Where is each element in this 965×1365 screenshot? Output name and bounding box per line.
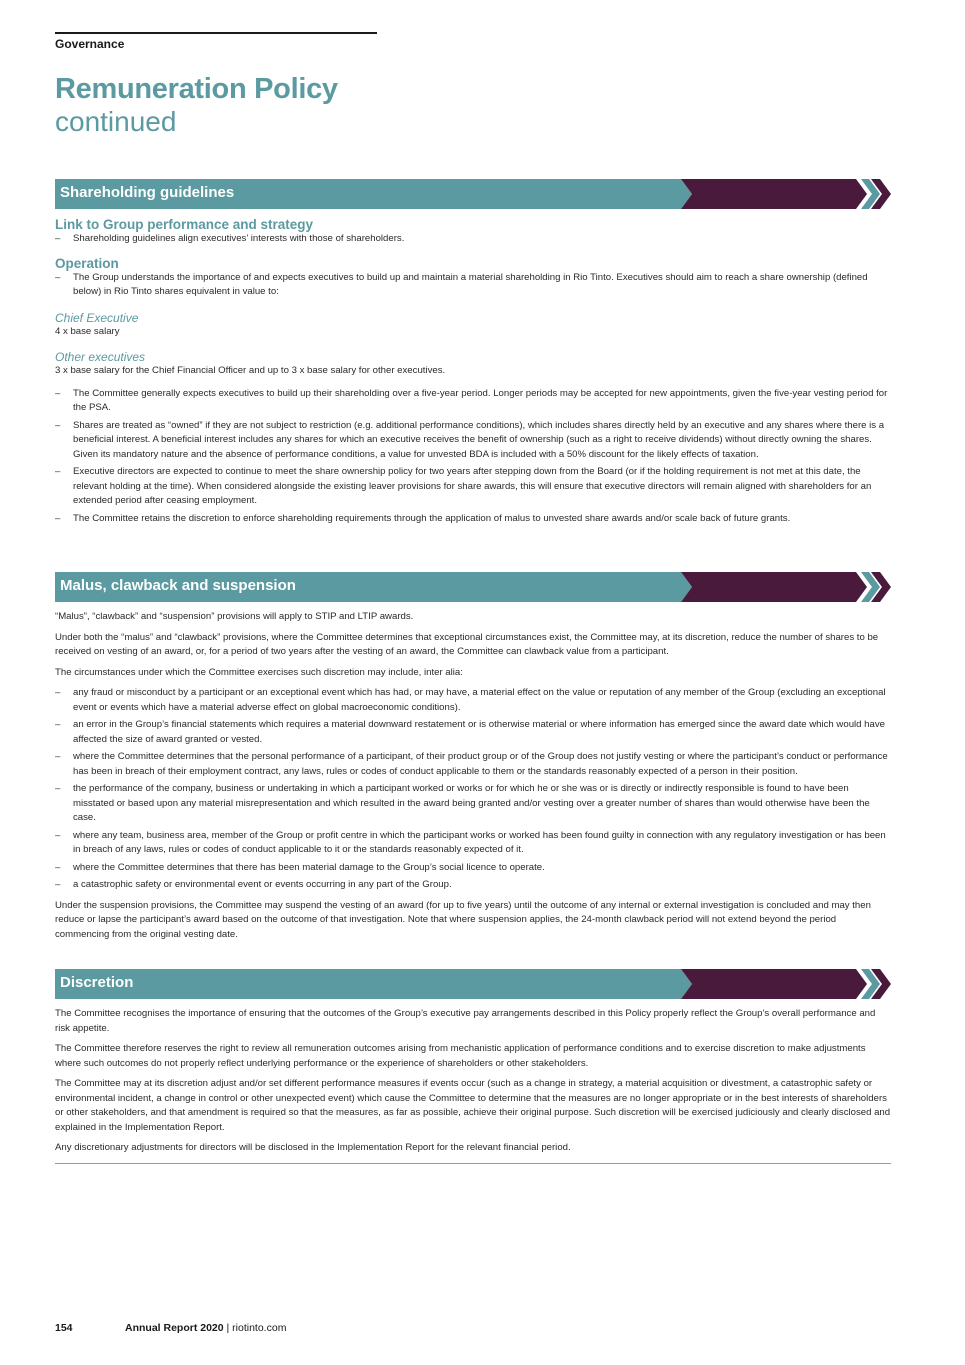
link-heading: Link to Group performance and strategy xyxy=(55,217,314,232)
list-item: – any fraud or misconduct by a participant or an exceptional event which has had, or may have, a material effect on the value or reputation of any member of the Group (excluding an exceptional event or events which have a material adverse effect on global macroeconomic conditions). xyxy=(55,687,886,713)
discretion-p2: The Committee therefore reserves the right to review all remuneration outcomes arising from mechanistic application of performance conditions and to exercise discretion to make adjustments where such outcomes do not properly reflect underlying performance or the experience of shareholders or other stakeholders. xyxy=(55,1043,866,1069)
list-item: – Shares are treated as “owned” if they are not subject to restriction (e.g. additional performance conditions), which includes shares directly held by an executive and any shares where there is a beneficial interest. A beneficial interest includes any shares for which an executive receives the benefit of ownership (such as a right to receive dividends) without directly owning the shares. Given its mandatory nature and the absence of performance conditions, a value for unvested BDA is included with a 50% discount for the likely effects of taxation. xyxy=(55,419,885,460)
ce-text: 4 x base salary xyxy=(55,325,120,337)
page-number: 154 xyxy=(55,1322,73,1334)
band-title: Discretion xyxy=(60,974,134,991)
discretion-band xyxy=(55,969,891,999)
list-item: – an error in the Group’s financial statements which requires a material downward restatement or is otherwise material or where information has emerged since the award date which would have affected the size of award granted or vested. xyxy=(55,719,885,745)
list-item: – where any team, business area, member of the Group or profit centre in which the participant works or worked has been found guilty in connection with any regulatory investigation or has been in breach of any laws, rules or codes of conduct applicable to it or the standards reasonably expected of it. xyxy=(55,829,886,855)
list-item: – where the Committee determines that there has been material damage to the Group’s social licence to operate. xyxy=(55,861,545,873)
list-item: – the performance of the company, business or undertaking in which a participant worked or works or for which he or she was or is directly or indirectly responsible is found to have been misstated or based upon any material misrepresentation and which resulted in the award being granted and/or vesting over a greater number of shares than would otherwise have been the case. xyxy=(55,783,870,823)
band-title: Shareholding guidelines xyxy=(60,184,235,201)
discretion-section xyxy=(55,969,891,1156)
malus-section xyxy=(55,572,891,942)
website-link[interactable]: riotinto.com xyxy=(232,1322,287,1334)
list-item: – Shareholding guidelines align executives’ interests with those of shareholders. xyxy=(55,233,405,244)
ce-heading: Chief Executive xyxy=(55,310,139,325)
bottom-rule xyxy=(55,1163,891,1164)
band-graphic xyxy=(55,969,891,999)
band-title: Malus, clawback and suspension xyxy=(60,577,296,594)
section-label: Governance xyxy=(55,37,125,51)
discretion-p3: The Committee may at its discretion adjust and/or set different performance measures if events occur (such as a change in strategy, a material acquisition or divestment, a catastrophic safety or environmental incident, a change in control or other unexpected event) which cause the Committee to determine that the measures are no longer appropriate or in the best interests of shareholders or other stakeholders, and that amendment is required so that the measures, as far as possible, achieve their original purpose. Such discretion will be exercised judiciously and clearly disclosed and explained in the Implementation Report. xyxy=(55,1078,891,1133)
top-rule xyxy=(55,32,377,34)
oe-text: 3 x base salary for the Chief Financial Officer and up to 3 x base salary for other executives. xyxy=(55,365,446,376)
malus-p1: “Malus”, “clawback” and “suspension” provisions will apply to STIP and LTIP awards. xyxy=(55,611,414,622)
malus-p3: The circumstances under which the Committee exercises such discretion may include, inter alia: xyxy=(55,666,463,678)
discretion-p1: The Committee recognises the importance of ensuring that the outcomes of the Group’s executive pay arrangements described in this Policy properly reflect the Group’s overall performance and risk appetite. xyxy=(55,1008,876,1034)
list-item: – Executive directors are expected to continue to meet the share ownership policy for two years after stepping down from the Board (or if the holding requirement is not met at this date, the relevant holding at the time). When considered alongside the existing leaver provisions for share awards, this will ensure that executive directors will remain aligned with shareholders for an extended period after ceasing employment. xyxy=(55,466,872,506)
shareholding-section xyxy=(55,179,891,526)
list-item: – a catastrophic safety or environmental event or events occurring in any part of the Group. xyxy=(55,879,452,890)
shareholding-band xyxy=(55,179,891,209)
page-title: Remuneration Policy xyxy=(55,73,338,105)
page-subtitle: continued xyxy=(55,106,177,137)
footer xyxy=(55,1322,286,1334)
malus-band xyxy=(55,572,891,602)
malus-p4: Under the suspension provisions, the Committee may suspend the vesting of an award (for up to five years) until the outcome of any internal or external investigation is concluded and may then reduce or lapse the participant’s award based on the outcome of that investigation. Note that where suspension applies, the 24-month clawback period will not extend beyond the period commencing from the original vesting date. xyxy=(55,899,871,940)
list-item: – The Committee retains the discretion to enforce shareholding requirements through the application of malus to unvested share awards and/or scale back of future grants. xyxy=(55,512,791,524)
malus-p2: Under both the “malus” and “clawback” provisions, where the Committee determines that exceptional circumstances exist, the Committee may, at its discretion, reduce the number of shares to be received on vesting of an award, or, for a period of two years after the vesting of an award, the Committee can clawback value from a participant. xyxy=(55,631,879,657)
footer-separator: | xyxy=(223,1322,233,1334)
list-item: – where the Committee determines that the personal performance of a participant, of their product group or of the Group does not justify vesting or where the participant’s conduct or performance has been in breach of their employment contract, any laws, rules or codes of conduct applicable to them or the standards reasonably expected of a person in their position. xyxy=(55,751,888,777)
oe-heading: Other executives xyxy=(55,350,146,364)
operation-heading: Operation xyxy=(55,255,119,271)
list-item: – The Group understands the importance of and expects executives to build up and maintain a material shareholding in Rio Tinto. Executives should aim to reach a share ownership (defined below) in Rio Tinto shares equivalent in value to: xyxy=(55,271,868,297)
discretion-p4: Any discretionary adjustments for directors will be disclosed in the Implementation Report for the relevant financial period. xyxy=(55,1142,571,1153)
report-name: Annual Report 2020 xyxy=(125,1322,224,1334)
list-item: – The Committee generally expects executives to build up their shareholding over a five-year period. Longer periods may be accepted for new appointments, given the five-year vesting period for the PSA. xyxy=(55,387,888,413)
